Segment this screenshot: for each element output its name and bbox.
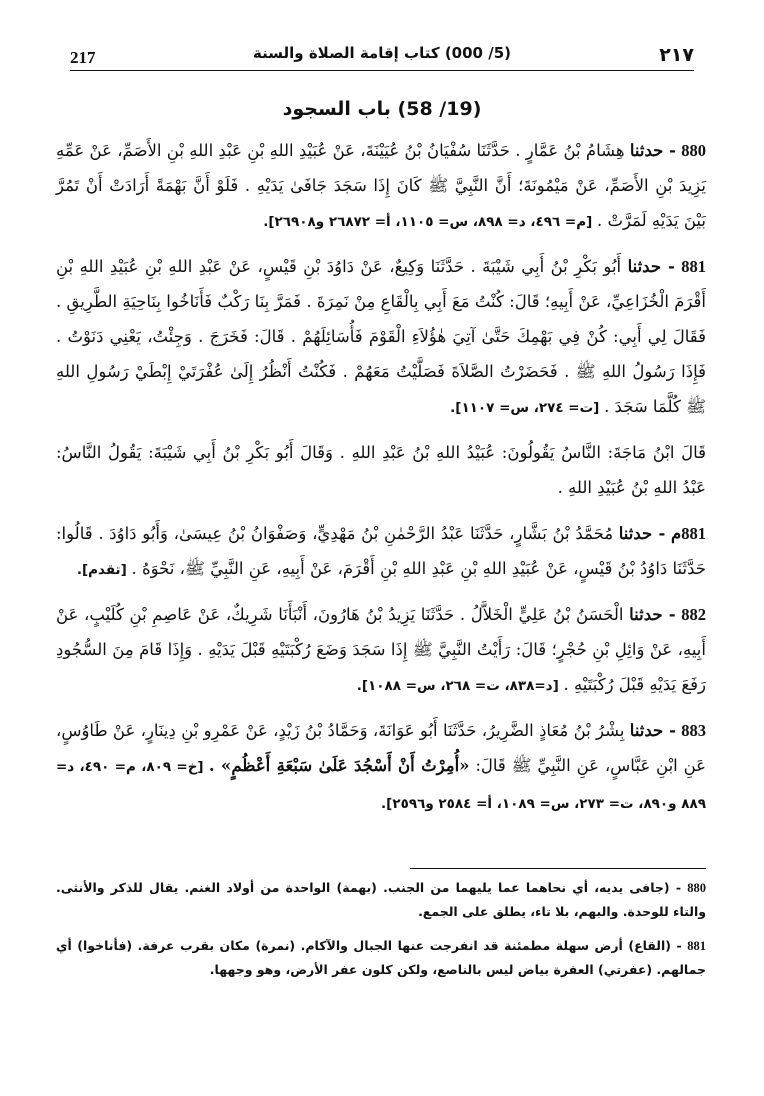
hadith-881m — [56, 516, 706, 588]
footnote-881 — [56, 934, 706, 981]
hadith-body — [56, 133, 706, 831]
hadith-number: 880 — [681, 141, 706, 160]
footnote-880 — [56, 876, 706, 923]
footnote-number: 880 — [687, 881, 706, 895]
hadith-text: بِشْرُ بْنُ مُعَاذٍ الضَّرِيرُ، حَدَّثَنَا أَبُو عَوَانَةَ، وَحَمَّادُ بْنُ زَيْدٍ، عَنْ عَمْرِو بْنِ دِينَارٍ، عَنْ طَاوُسٍ، عَنِ ابْنِ عَبَّاسٍ، عَنِ النَّبِيِّ ﷺ قَالَ: — [56, 721, 706, 775]
hadith-number: 883 — [681, 721, 706, 740]
hadith-text: الْحَسَنُ بْنُ عَلِيٍّ الْخَلاَّلُ . حَدَّثَنَا يَزِيدُ بْنُ هَارُونَ، أَنْبَأَنَا شَرِيكٌ، عَنْ عَاصِمِ بْنِ كُلَيْبٍ، عَنْ أَبِيهِ، عَنْ وَائِلِ بْنِ حُجْرٍ؛ قَالَ: رَأَيْتُ النَّبِيَّ ﷺ إِذَا سَجَدَ وَضَعَ رُكْبَتَيْهِ قَبْلَ يَدَيْهِ . وَإِذَا قَامَ مِنَ السُّجُودِ رَفَعَ يَدَيْهِ قَبْلَ رُكْبَتَيْهِ . — [56, 605, 706, 694]
hadith-lead: - حدثنا — [629, 141, 676, 160]
footnote-number: 881 — [687, 939, 706, 953]
footnote-text: - (جافى يديه، أي نحاهما عما يليهما من الجنب. (بهمة) الواحدة من أولاد الغنم. يقال للذكر والأنثى. والتاء للوحدة. والبهم، بلا تاء، يطلق على الجمع. — [56, 880, 706, 919]
hadith-881 — [56, 249, 706, 426]
page-number-arabic: ٢١٧ — [659, 44, 694, 66]
hadith-lead: - حدثنا — [629, 605, 676, 624]
footnote-text: - (القاع) أرض سهلة مطمئنة قد انفرجت عنها الجبال والآكام. (نمرة) مكان بقرب عرفة. (فأناخوا) أي جمالهم. (عفرتي) العفرة بياض ليس بالناصع، ولكن كلون عفر الأرض، وهو وجهها. — [56, 938, 706, 977]
hadith-text: قَالَ ابْنُ مَاجَةَ: النَّاسُ يَقُولُونَ: عُبَيْدُ اللهِ بْنُ عَبْدِ اللهِ . وَقَالَ أَبُو بَكْرِ بْنُ أَبِي شَيْبَةَ: يَقُولُ النَّاسُ: عَبْدُ اللهِ بْنُ عُبَيْدِ اللهِ . — [56, 443, 706, 497]
ibn-majah-comment — [56, 435, 706, 507]
footnote-separator — [410, 868, 706, 869]
hadith-reference: [تقدم]. — [76, 562, 132, 578]
hadith-number: 881م — [671, 524, 706, 543]
hadith-reference: [خ= ٨٠٩، م= ٤٩٠، د= ٨٨٩ و٨٩٠، ت= ٢٧٣، س= ١٠٨٩، أ= ٢٥٨٤ و٢٥٩٦]. — [56, 759, 706, 812]
hadith-880 — [56, 133, 706, 240]
page-number-latin: 217 — [70, 48, 96, 67]
hadith-882 — [56, 597, 706, 704]
hadith-number: 882 — [681, 605, 706, 624]
chapter-title: (19/ 58) باب السجود — [282, 98, 482, 120]
hadith-reference: [ت= ٢٧٤، س= ١١٠٧]. — [450, 400, 605, 416]
hadith-number: 881 — [681, 257, 706, 276]
hadith-text: أَبُو بَكْرِ بْنُ أَبِي شَيْبَةَ . حَدَّثَنَا وَكِيعٌ، عَنْ دَاوُدَ بْنِ قَيْسٍ، عَنْ عَبْدِ اللهِ بْنِ عُبَيْدِ اللهِ بْنِ أَقْرَمَ الْخُزَاعِيِّ، عَنْ أَبِيهِ؛ قَالَ: كُنْتُ مَعَ أَبِي بِالْقَاعِ مِنْ نَمِرَةَ . فَمَرَّ بِنَا رَكْبٌ فَأَنَاخُوا بِنَاحِيَةِ الطَّرِيقِ . فَقَالَ لِي أَبِي: كُنْ فِي بَهْمِكَ حَتَّىٰ آتِيَ هٰؤُلاَءِ الْقَوْمَ فَأُسَائِلَهُمْ . قَالَ: فَخَرَجَ . وَجِئْتُ، يَعْنِي دَنَوْتُ . فَإِذَا رَسُولُ اللهِ ﷺ . فَحَضَرْتُ الصَّلاَةَ فَصَلَّيْتُ مَعَهُمْ . فَكُنْتُ أَنْظُرُ إِلَىٰ عُفْرَتَيْ إِبْطَيْ رَسُولِ اللهِ ﷺ كُلَّمَا سَجَدَ . — [56, 257, 706, 416]
hadith-lead: - حدثنا — [627, 257, 675, 276]
page-header — [70, 40, 694, 71]
hadith-lead: - حدثنا — [629, 721, 676, 740]
hadith-reference: [م= ٤٩٦، د= ٨٩٨، س= ١١٠٥، أ= ٢٦٨٧٢ و٢٦٩٠٨]. — [263, 214, 597, 230]
hadith-reference: [د=٨٣٨، ت= ٢٦٨، س= ١٠٨٨]. — [356, 678, 564, 694]
hadith-lead: - حدثنا — [618, 524, 666, 543]
hadith-883 — [56, 713, 706, 822]
hadith-emphasis: «أُمِرْتُ أَنْ أَسْجُدَ عَلَىٰ سَبْعَةِ أَعْظُمٍ» . — [208, 756, 470, 775]
running-title: (5/ 000) كتاب إقامة الصلاة والسنة — [253, 44, 511, 62]
hadith-text: مُحَمَّدُ بْنُ بَشَّارٍ، حَدَّثَنَا عَبْدُ الرَّحْمٰنِ بْنُ مَهْدِيٍّ، وَصَفْوَانُ بْنُ عِيسَىٰ، وَأَبُو دَاوُدَ . قَالُوا: حَدَّثَنَا دَاوُدُ بْنُ قَيْسٍ، عَنْ عُبَيْدِ اللهِ بْنِ عَبْدِ اللهِ بْنِ أَقْرَمَ، عَنْ أَبِيهِ، عَنِ النَّبِيِّ ﷺ، نَحْوَهُ . — [56, 524, 706, 578]
hadith-text: هِشَامُ بْنُ عَمَّارٍ . حَدَّثَنَا سُفْيَانُ بْنُ عُيَيْنَةَ، عَنْ عُبَيْدِ اللهِ بْنِ عَبْدِ اللهِ بْنِ الأَصَمِّ، عَنْ عَمِّهِ يَزِيدَ بْنِ الأَصَمِّ، عَنْ مَيْمُونَةَ؛ أَنَّ النَّبِيَّ ﷺ كَانَ إِذَا سَجَدَ جَافَىٰ يَدَيْهِ . فَلَوْ أَنَّ بَهْمَةً أَرَادَتْ أَنْ تَمُرَّ بَيْنَ يَدَيْهِ لَمَرَّتْ . — [56, 141, 706, 230]
footnotes — [56, 876, 706, 992]
